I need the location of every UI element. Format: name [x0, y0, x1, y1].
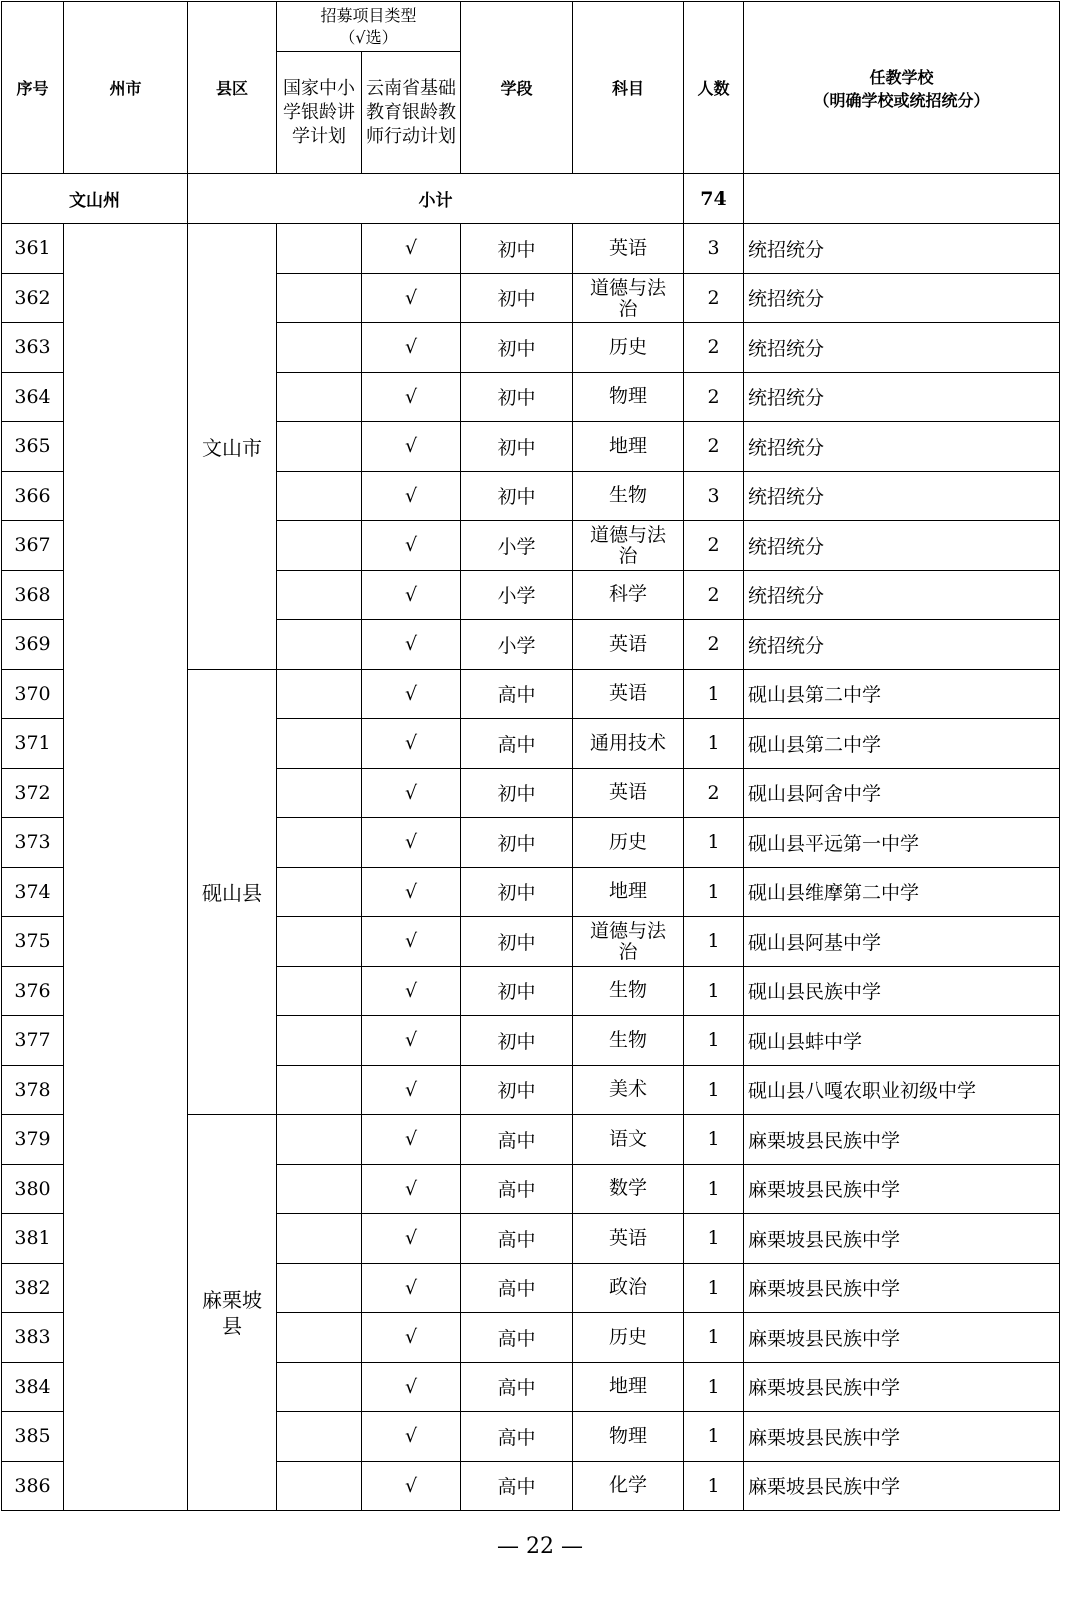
subject-label: 道德与法治	[590, 277, 667, 318]
row-seq: 362	[2, 273, 64, 323]
row-national-check	[277, 1313, 362, 1363]
row-stage: 初中	[461, 966, 573, 1016]
row-seq: 385	[2, 1412, 64, 1462]
subject-label: 英语	[609, 632, 648, 655]
row-subject	[573, 1263, 684, 1313]
row-school: 麻栗坡县民族中学	[744, 1214, 1060, 1264]
row-national-check	[277, 1412, 362, 1462]
row-subject	[573, 1313, 684, 1363]
row-national-check	[277, 1016, 362, 1066]
row-count: 1	[684, 1016, 744, 1066]
county-name: 文山市	[188, 224, 277, 670]
row-stage: 初中	[461, 917, 573, 967]
row-count: 1	[684, 1164, 744, 1214]
subject-label: 生物	[609, 484, 648, 507]
row-yunnan-check: √	[362, 1313, 461, 1363]
subject-label: 英语	[609, 781, 648, 804]
school-header-label: 任教学校	[869, 67, 934, 87]
subject-label: 生物	[609, 979, 648, 1002]
row-yunnan-check: √	[362, 1016, 461, 1066]
row-national-check	[277, 1263, 362, 1313]
row-stage: 初中	[461, 1065, 573, 1115]
row-seq: 371	[2, 719, 64, 769]
row-national-check	[277, 768, 362, 818]
row-national-check	[277, 867, 362, 917]
table-row	[2, 224, 1060, 274]
row-seq: 366	[2, 471, 64, 521]
row-count: 3	[684, 471, 744, 521]
row-subject	[573, 422, 684, 472]
row-subject	[573, 669, 684, 719]
row-stage: 高中	[461, 1164, 573, 1214]
row-yunnan-check: √	[362, 323, 461, 373]
county-name: 麻栗坡县	[188, 1115, 277, 1511]
header-subject: 科目	[573, 2, 684, 174]
row-school: 统招统分	[744, 323, 1060, 373]
row-national-check	[277, 570, 362, 620]
row-subject	[573, 1214, 684, 1264]
row-seq: 373	[2, 818, 64, 868]
row-count: 1	[684, 818, 744, 868]
row-count: 1	[684, 1313, 744, 1363]
row-seq: 370	[2, 669, 64, 719]
subject-label: 地理	[609, 880, 648, 903]
row-count: 1	[684, 867, 744, 917]
row-yunnan-check: √	[362, 917, 461, 967]
row-yunnan-check: √	[362, 1164, 461, 1214]
header-plan-national: 国家中小学银龄讲学计划	[277, 52, 362, 174]
subject-label: 数学	[609, 1177, 648, 1200]
row-count: 1	[684, 966, 744, 1016]
row-subject	[573, 1065, 684, 1115]
header-school	[744, 2, 1060, 174]
row-subject	[573, 1412, 684, 1462]
row-school: 统招统分	[744, 521, 1060, 571]
row-seq: 383	[2, 1313, 64, 1363]
row-yunnan-check: √	[362, 1461, 461, 1511]
subject-label: 历史	[609, 335, 648, 358]
row-school: 砚山县蚌中学	[744, 1016, 1060, 1066]
subject-label: 英语	[609, 236, 648, 259]
row-subject	[573, 1115, 684, 1165]
row-national-check	[277, 372, 362, 422]
row-seq: 378	[2, 1065, 64, 1115]
row-count: 3	[684, 224, 744, 274]
row-yunnan-check: √	[362, 521, 461, 571]
row-national-check	[277, 323, 362, 373]
row-school: 砚山县第二中学	[744, 719, 1060, 769]
row-school: 麻栗坡县民族中学	[744, 1115, 1060, 1165]
header-seq: 序号	[2, 2, 64, 174]
row-yunnan-check: √	[362, 422, 461, 472]
row-subject	[573, 917, 684, 967]
row-count: 2	[684, 323, 744, 373]
row-national-check	[277, 521, 362, 571]
row-count: 1	[684, 669, 744, 719]
row-stage: 初中	[461, 372, 573, 422]
subtotal-count: 74	[684, 174, 744, 224]
row-stage: 初中	[461, 768, 573, 818]
row-school: 麻栗坡县民族中学	[744, 1362, 1060, 1412]
subject-label: 科学	[609, 583, 648, 606]
row-stage: 初中	[461, 224, 573, 274]
row-national-check	[277, 719, 362, 769]
row-subject	[573, 867, 684, 917]
row-stage: 小学	[461, 570, 573, 620]
row-yunnan-check: √	[362, 1362, 461, 1412]
row-national-check	[277, 818, 362, 868]
row-stage: 初中	[461, 422, 573, 472]
subject-label: 美术	[609, 1078, 648, 1101]
row-seq: 363	[2, 323, 64, 373]
page-number: — 22 —	[497, 1534, 583, 1559]
row-stage: 初中	[461, 471, 573, 521]
row-count: 2	[684, 422, 744, 472]
row-stage: 初中	[461, 867, 573, 917]
row-count: 1	[684, 1362, 744, 1412]
row-school: 统招统分	[744, 372, 1060, 422]
row-school: 麻栗坡县民族中学	[744, 1164, 1060, 1214]
row-yunnan-check: √	[362, 471, 461, 521]
row-yunnan-check: √	[362, 372, 461, 422]
header-count: 人数	[684, 2, 744, 174]
row-count: 1	[684, 1065, 744, 1115]
row-subject	[573, 521, 684, 571]
row-seq: 384	[2, 1362, 64, 1412]
row-national-check	[277, 1164, 362, 1214]
subject-label: 化学	[609, 1474, 648, 1497]
row-subject	[573, 818, 684, 868]
row-national-check	[277, 620, 362, 670]
row-subject	[573, 1164, 684, 1214]
row-school: 统招统分	[744, 224, 1060, 274]
row-yunnan-check: √	[362, 1065, 461, 1115]
row-yunnan-check: √	[362, 1115, 461, 1165]
row-subject	[573, 273, 684, 323]
row-stage: 小学	[461, 620, 573, 670]
row-seq: 380	[2, 1164, 64, 1214]
row-school: 统招统分	[744, 273, 1060, 323]
subject-label: 道德与法治	[590, 921, 667, 962]
row-school: 砚山县民族中学	[744, 966, 1060, 1016]
subject-label: 生物	[609, 1028, 648, 1051]
row-subject	[573, 372, 684, 422]
subject-label: 历史	[609, 1325, 648, 1348]
row-yunnan-check: √	[362, 1412, 461, 1462]
row-national-check	[277, 1461, 362, 1511]
row-subject	[573, 966, 684, 1016]
row-count: 1	[684, 1214, 744, 1264]
row-yunnan-check: √	[362, 1263, 461, 1313]
row-stage: 高中	[461, 1461, 573, 1511]
row-count: 2	[684, 273, 744, 323]
recruitment-table	[1, 1, 1060, 1511]
row-seq: 372	[2, 768, 64, 818]
row-national-check	[277, 1362, 362, 1412]
row-stage: 初中	[461, 818, 573, 868]
project-type-label: 招募项目类型	[320, 5, 417, 25]
row-count: 2	[684, 521, 744, 571]
row-yunnan-check: √	[362, 273, 461, 323]
row-stage: 初中	[461, 1016, 573, 1066]
row-yunnan-check: √	[362, 224, 461, 274]
subject-label: 物理	[609, 385, 648, 408]
subtotal-label: 小计	[188, 174, 684, 224]
row-school: 砚山县阿舍中学	[744, 768, 1060, 818]
row-subject	[573, 1461, 684, 1511]
header-row-1	[2, 2, 1060, 52]
row-seq: 381	[2, 1214, 64, 1264]
row-national-check	[277, 273, 362, 323]
row-subject	[573, 1016, 684, 1066]
row-school: 麻栗坡县民族中学	[744, 1263, 1060, 1313]
row-national-check	[277, 966, 362, 1016]
row-national-check	[277, 224, 362, 274]
row-national-check	[277, 1065, 362, 1115]
row-count: 1	[684, 719, 744, 769]
header-plan-yunnan: 云南省基础教育银龄教师行动计划	[362, 52, 461, 174]
subject-label: 语文	[609, 1127, 648, 1150]
row-seq: 386	[2, 1461, 64, 1511]
row-seq: 375	[2, 917, 64, 967]
row-count: 2	[684, 620, 744, 670]
row-national-check	[277, 422, 362, 472]
row-count: 2	[684, 570, 744, 620]
row-stage: 高中	[461, 1115, 573, 1165]
row-city-merged	[64, 224, 188, 1511]
row-count: 1	[684, 917, 744, 967]
row-subject	[573, 719, 684, 769]
row-yunnan-check: √	[362, 719, 461, 769]
row-seq: 376	[2, 966, 64, 1016]
row-seq: 364	[2, 372, 64, 422]
row-subject	[573, 323, 684, 373]
row-school: 砚山县阿基中学	[744, 917, 1060, 967]
subject-label: 道德与法治	[590, 525, 667, 566]
county-name: 砚山县	[188, 669, 277, 1115]
row-yunnan-check: √	[362, 818, 461, 868]
row-subject	[573, 471, 684, 521]
row-count: 2	[684, 768, 744, 818]
row-school: 砚山县第二中学	[744, 669, 1060, 719]
row-seq: 367	[2, 521, 64, 571]
header-project-type	[277, 2, 461, 52]
row-yunnan-check: √	[362, 966, 461, 1016]
row-stage: 高中	[461, 1313, 573, 1363]
subject-label: 历史	[609, 830, 648, 853]
subject-label: 地理	[609, 1375, 648, 1398]
row-yunnan-check: √	[362, 620, 461, 670]
row-national-check	[277, 917, 362, 967]
row-subject	[573, 570, 684, 620]
row-subject	[573, 1362, 684, 1412]
subtotal-prefecture: 文山州	[2, 174, 188, 224]
row-yunnan-check: √	[362, 867, 461, 917]
row-stage: 高中	[461, 1362, 573, 1412]
row-stage: 小学	[461, 521, 573, 571]
row-school: 统招统分	[744, 570, 1060, 620]
row-seq: 365	[2, 422, 64, 472]
row-seq: 369	[2, 620, 64, 670]
row-school: 砚山县平远第一中学	[744, 818, 1060, 868]
row-seq: 379	[2, 1115, 64, 1165]
school-header-note: （明确学校或统招统分）	[813, 90, 990, 110]
row-stage: 高中	[461, 1412, 573, 1462]
row-seq: 382	[2, 1263, 64, 1313]
row-national-check	[277, 471, 362, 521]
row-stage: 高中	[461, 669, 573, 719]
subject-label: 英语	[609, 682, 648, 705]
subject-label: 地理	[609, 434, 648, 457]
row-seq: 361	[2, 224, 64, 274]
row-national-check	[277, 1214, 362, 1264]
row-count: 1	[684, 1115, 744, 1165]
row-school: 砚山县维摩第二中学	[744, 867, 1060, 917]
row-national-check	[277, 1115, 362, 1165]
subject-label: 政治	[609, 1276, 648, 1299]
row-subject	[573, 768, 684, 818]
row-stage: 初中	[461, 323, 573, 373]
row-yunnan-check: √	[362, 570, 461, 620]
row-subject	[573, 620, 684, 670]
row-seq: 374	[2, 867, 64, 917]
row-stage: 初中	[461, 273, 573, 323]
row-national-check	[277, 669, 362, 719]
subject-label: 物理	[609, 1424, 648, 1447]
row-stage: 高中	[461, 1263, 573, 1313]
header-county: 县区	[188, 2, 277, 174]
row-stage: 高中	[461, 1214, 573, 1264]
row-seq: 368	[2, 570, 64, 620]
row-school: 砚山县八嘎农职业初级中学	[744, 1065, 1060, 1115]
row-subject	[573, 224, 684, 274]
row-yunnan-check: √	[362, 669, 461, 719]
row-school: 统招统分	[744, 422, 1060, 472]
row-yunnan-check: √	[362, 768, 461, 818]
subject-label: 英语	[609, 1226, 648, 1249]
row-school: 统招统分	[744, 471, 1060, 521]
row-count: 1	[684, 1263, 744, 1313]
project-type-note: （√选）	[339, 27, 398, 47]
row-school: 麻栗坡县民族中学	[744, 1412, 1060, 1462]
row-stage: 高中	[461, 719, 573, 769]
row-school: 统招统分	[744, 620, 1060, 670]
row-school: 麻栗坡县民族中学	[744, 1461, 1060, 1511]
row-yunnan-check: √	[362, 1214, 461, 1264]
header-stage: 学段	[461, 2, 573, 174]
row-seq: 377	[2, 1016, 64, 1066]
subtotal-school	[744, 174, 1060, 224]
subject-label: 通用技术	[590, 731, 667, 754]
row-count: 1	[684, 1461, 744, 1511]
row-count: 2	[684, 372, 744, 422]
row-count: 1	[684, 1412, 744, 1462]
row-school: 麻栗坡县民族中学	[744, 1313, 1060, 1363]
header-city: 州市	[64, 2, 188, 174]
subtotal-row	[2, 174, 1060, 224]
